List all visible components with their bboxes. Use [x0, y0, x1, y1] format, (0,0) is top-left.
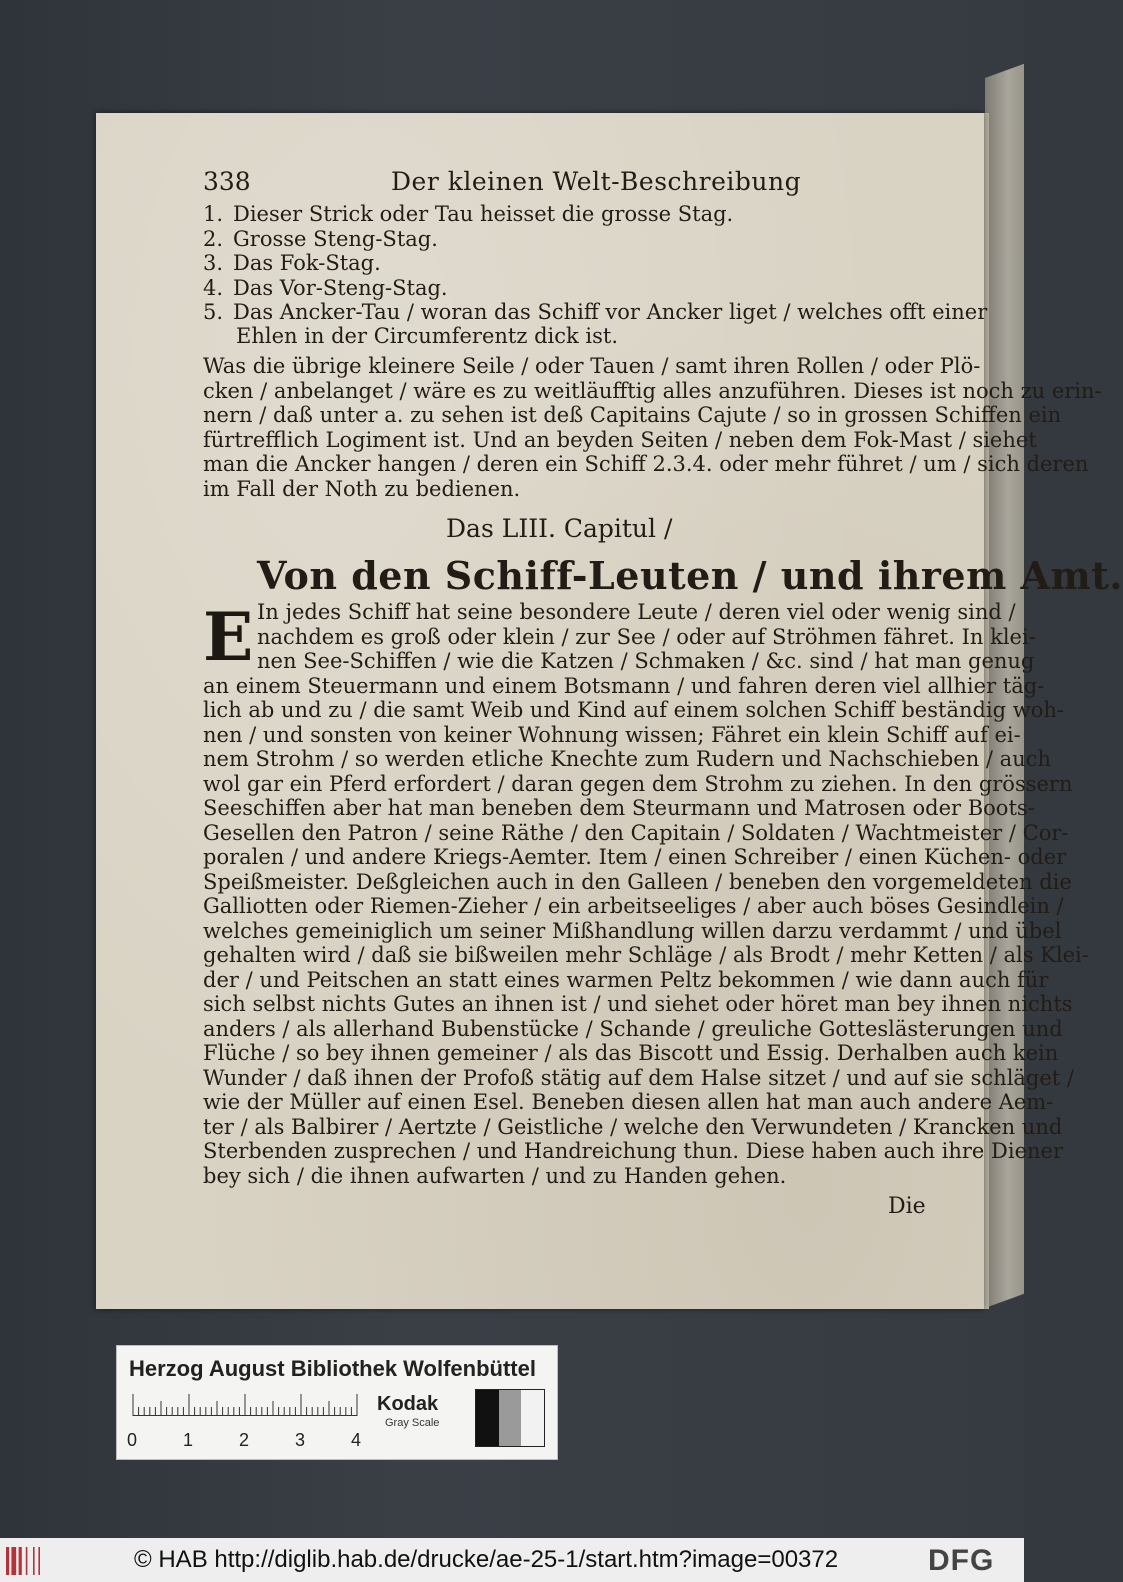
ruler-number: 1	[183, 1430, 194, 1450]
list-item	[203, 227, 987, 252]
text-line: nen / und sonsten von keiner Wohnung wissen; Fähret ein klein Schiff auf ei-	[203, 722, 1021, 747]
text-line: poralen / und andere Kriegs-Aemter. Item / einen Schreiber / einen Küchen- oder	[203, 845, 1067, 869]
catchword: Die	[888, 1194, 926, 1219]
text-line: Galliotten oder Riemen-Zieher / ein arbeitseeliges / aber auch böses Gesindlein /	[203, 894, 1064, 918]
text-line: Seeschiffen aber hat man beneben dem Steurmann und Matrosen oder Boots-	[203, 796, 1035, 820]
item-number: 4.	[203, 275, 224, 300]
text-line: ter / als Balbirer / Aertzte / Geistliche / welche den Verwundeten / Krancken und	[203, 1114, 1063, 1139]
text-line: welches gemeiniglich um seiner Mißhandlung willen darzu verdammt / und übel	[203, 918, 1062, 943]
text-line: man die Ancker hangen / deren ein Schiff 2.3.4. oder mehr führet / um / sich deren	[203, 452, 1089, 476]
library-name: Herzog August Bibliothek Wolfenbüttel	[129, 1356, 536, 1381]
text-line: wol gar ein Pferd erfordert / daran gegen dem Strohm zu ziehen. In den grössern	[203, 771, 1073, 796]
text-line: Flüche / so bey ihnen gemeiner / als das Biscott und Essig. Derhalben auch kein	[203, 1041, 1059, 1065]
barcode-bar	[11, 1547, 16, 1575]
kodak-subtitle: Gray Scale	[385, 1417, 440, 1429]
text-line: nen See-Schiffen / wie die Katzen / Schmaken / &c. sind / hat man genug	[257, 649, 1035, 673]
text-line: wie der Müller auf einen Esel. Beneben diesen allen hat man auch andere Aem-	[203, 1090, 1054, 1114]
page-header	[203, 167, 802, 200]
barcode-bar	[19, 1547, 22, 1575]
page-number: 338	[203, 167, 251, 196]
kodak-logo: Kodak	[377, 1393, 439, 1415]
item-text: Das Fok-Stag.	[233, 251, 381, 275]
text-line: lich ab und zu / die samt Weib und Kind auf einem solchen Schiff beständig woh-	[203, 698, 1065, 722]
text-line: Speißmeister. Deßgleichen auch in den Galleen / beneben den vorgemeldeten die	[203, 869, 1072, 894]
swatch-gray	[499, 1390, 522, 1446]
text-line: nachdem es groß oder klein / zur See / oder auf Ströhmen fähret. In klei-	[257, 624, 1036, 649]
item-text: Das Vor-Steng-Stag.	[233, 275, 448, 300]
text-line: im Fall der Noth zu bedienen.	[203, 476, 521, 501]
text-line: gehalten wird / daß sie bißweilen mehr Schläge / als Brodt / mehr Ketten / als Klei-	[203, 943, 1089, 967]
item-number: 2.	[203, 226, 224, 251]
scale-ruler	[127, 1394, 363, 1450]
swatch-black	[476, 1390, 499, 1446]
list-item	[203, 276, 987, 301]
barcode-icon	[6, 1547, 48, 1575]
ruler-ticks	[131, 1394, 363, 1416]
text-line: an einem Steuermann und einem Botsmann / und fahren deren viel allhier täg-	[203, 673, 1045, 698]
text-line: nem Strohm / so werden etliche Knechte zum Rudern und Nachschieben / auch	[203, 747, 1052, 771]
footer-bar	[0, 1538, 1024, 1582]
text-line: sich selbst nichts Gutes an ihnen ist / und siehet oder höret man bey ihnen nichts	[203, 992, 1073, 1016]
text-line: Wunder / daß ihnen der Profoß stätig auf dem Halse sitzet / und auf sie schläget /	[203, 1065, 1074, 1090]
item-text: Dieser Strick oder Tau heisset die grosse Stag.	[233, 202, 734, 226]
list-item	[203, 300, 987, 325]
text-line: Was die übrige kleinere Seile / oder Tauen / samt ihren Rollen / oder Plö-	[203, 354, 981, 378]
body-paragraph	[203, 600, 1089, 1188]
gray-scale-swatches	[475, 1389, 545, 1447]
item-number: 1.	[203, 202, 224, 226]
barcode-bar	[26, 1547, 28, 1575]
text-line: bey sich / die ihnen aufwarten / und zu Handen gehen.	[203, 1163, 787, 1188]
item-continuation: Ehlen in der Circumferentz dick ist.	[236, 324, 619, 348]
item-text: Das Ancker-Tau / woran das Schiff vor Ancker liget / welches offt einer	[233, 300, 988, 324]
running-title: Der kleinen Welt-Beschreibung	[391, 167, 802, 196]
text-line: der / und Peitschen an statt eines warmen Peltz bekommen / wie dann auch für	[203, 967, 1049, 992]
text-line: Gesellen den Patron / seine Räthe / den Capitain / Soldaten / Wachtmeister / Cor-	[203, 820, 1069, 845]
item-number: 5.	[203, 300, 224, 324]
ruler-number: 2	[239, 1430, 250, 1450]
ruler-number: 3	[295, 1430, 306, 1450]
list-item	[203, 251, 987, 276]
text-line: cken / anbelanget / wäre es zu weitläufftig alles anzuführen. Dieses ist noch zu erin-	[203, 378, 1102, 403]
ruler-number: 4	[351, 1430, 362, 1450]
barcode-bar	[33, 1547, 35, 1575]
text-line: nern / daß unter a. zu sehen ist deß Capitains Cajute / so in grossen Schiffen ein	[203, 403, 1062, 427]
chapter-label: Das LIII. Capitul /	[446, 514, 673, 543]
text-line: anders / als allerhand Bubenstücke / Schande / greuliche Gotteslästerungen und	[203, 1016, 1063, 1041]
drop-cap: E	[203, 598, 254, 676]
item-text: Grosse Steng-Stag.	[233, 226, 438, 251]
ruler-number: 0	[127, 1430, 138, 1450]
list-item	[203, 202, 987, 227]
text-line: fürtrefflich Logiment ist. Und an beyden Seiten / neben dem Fok-Mast / siehet	[203, 427, 1037, 452]
library-label-card	[116, 1345, 558, 1460]
text-line: In jedes Schiff hat seine besondere Leute / deren viel oder wenig sind /	[257, 600, 1016, 624]
intro-paragraph	[203, 354, 1102, 501]
text-line: Sterbenden zusprechen / und Handreichung thun. Diese haben auch ihre Diener	[203, 1139, 1064, 1163]
barcode-bar	[38, 1547, 40, 1575]
item-number: 3.	[203, 251, 224, 275]
footer-credit: © HAB http://diglib.hab.de/drucke/ae-25-1/start.htm?image=00372	[134, 1546, 839, 1573]
chapter-title: Von den Schiff-Leuten / und ihrem Amt.	[257, 553, 1123, 598]
barcode-bar	[6, 1547, 9, 1575]
dfg-logo: DFG	[928, 1544, 995, 1577]
swatch-white	[521, 1390, 544, 1446]
numbered-list	[203, 202, 987, 325]
